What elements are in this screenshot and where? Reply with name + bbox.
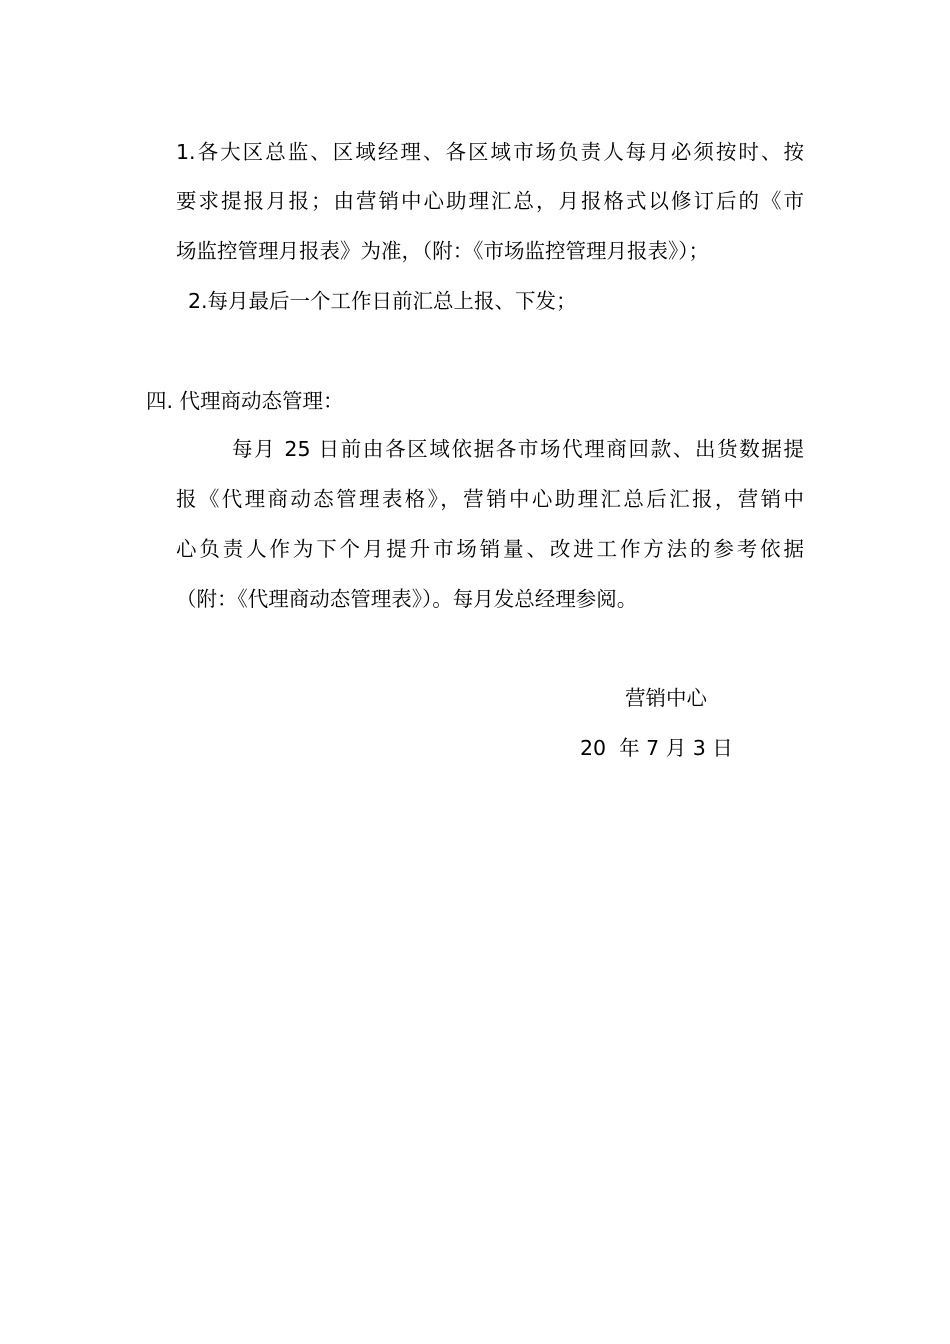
item2-text: 2.每月最后一个工作日前汇总上报、下发；	[188, 289, 577, 313]
section4-heading: 四. 代理商动态管理：	[146, 389, 344, 413]
paragraph-line4: （附：《代理商动态管理表》）。每月发总经理参阅。	[176, 587, 638, 611]
paragraph-line2: 报《代理商动态管理表格》，营销中心助理汇总后汇报，营销中	[176, 487, 804, 511]
paragraph-line1: 每月 25 日前由各区域依据各市场代理商回款、出货数据提	[232, 437, 804, 461]
item1-line3: 场监控管理月报表》为准，（附：《市场监控管理月报表》）；	[176, 239, 709, 263]
signature-department: 营销中心	[625, 686, 707, 710]
paragraph-line3: 心负责人作为下个月提升市场销量、改进工作方法的参考依据	[176, 537, 804, 561]
signature-date: 20 年 7 月 3 日	[580, 736, 733, 760]
item1-line2: 要求提报月报；由营销中心助理汇总，月报格式以修订后的《市	[176, 189, 804, 213]
item1-line1: 1.各大区总监、区域经理、各区域市场负责人每月必须按时、按	[176, 140, 804, 164]
